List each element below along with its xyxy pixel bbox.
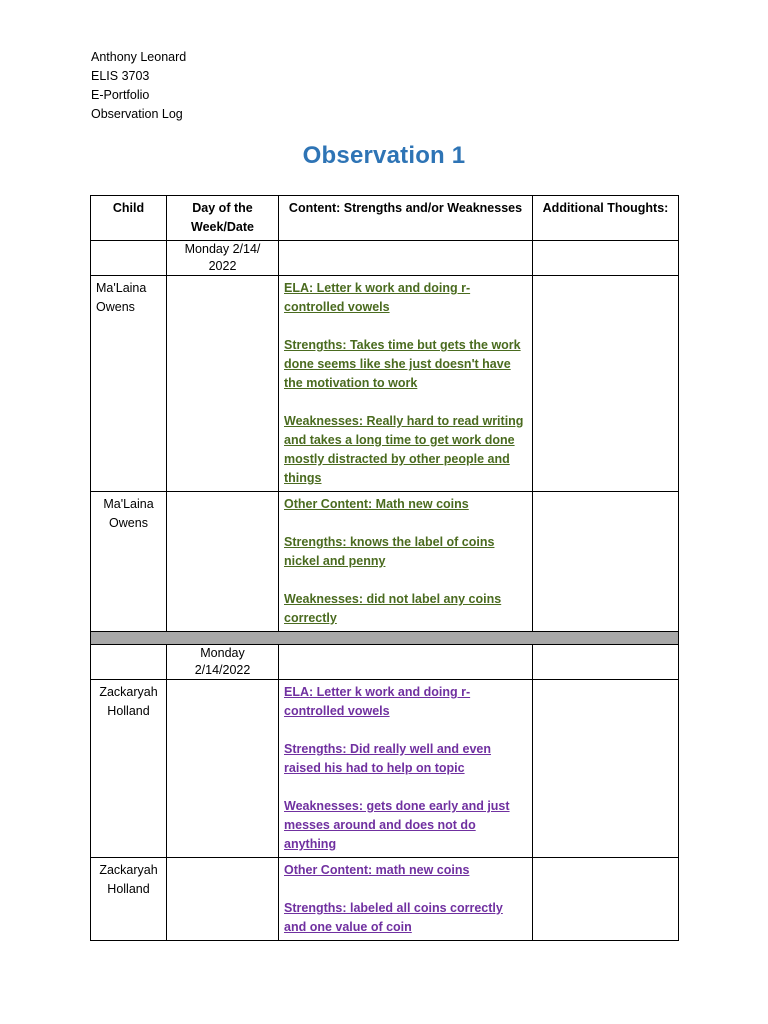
document-header bbox=[91, 48, 186, 124]
cell-empty bbox=[91, 645, 167, 680]
section-separator bbox=[91, 632, 679, 645]
content-cell bbox=[279, 680, 533, 858]
cell-empty bbox=[533, 645, 679, 680]
content-weaknesses: Weaknesses: gets done early and just messes around and does not do anything bbox=[284, 799, 510, 851]
content-strengths: Strengths: labeled all coins correctly and one value of coin bbox=[284, 901, 503, 934]
child-cell: Ma'Laina Owens bbox=[91, 276, 167, 492]
date-cell: Monday 2/14/ 2022 bbox=[167, 241, 279, 276]
content-strengths: Strengths: Did really well and even raised his had to help on topic bbox=[284, 742, 492, 775]
content-ela: ELA: Letter k work and doing r-controlled vowels bbox=[284, 281, 471, 314]
table-row bbox=[91, 858, 679, 941]
table-row bbox=[91, 680, 679, 858]
cell-empty bbox=[167, 276, 279, 492]
content-other: Other Content: Math new coins bbox=[284, 497, 469, 511]
cell-empty bbox=[91, 241, 167, 276]
cell-empty bbox=[533, 241, 679, 276]
cell-empty bbox=[279, 645, 533, 680]
header-content: Content: Strengths and/or Weaknesses bbox=[279, 196, 533, 241]
cell-empty bbox=[167, 680, 279, 858]
content-cell bbox=[279, 492, 533, 632]
date-cell: Monday 2/14/2022 bbox=[167, 645, 279, 680]
table-row bbox=[91, 241, 679, 276]
content-weaknesses: Weaknesses: did not label any coins correctly bbox=[284, 592, 502, 625]
table-row bbox=[91, 645, 679, 680]
observation-table bbox=[90, 195, 679, 941]
content-cell bbox=[279, 276, 533, 492]
cell-empty bbox=[167, 858, 279, 941]
cell-empty bbox=[533, 492, 679, 632]
portfolio-label: E-Portfolio bbox=[91, 88, 150, 102]
content-ela: ELA: Letter k work and doing r-controlled vowels bbox=[284, 685, 471, 718]
content-weaknesses: Weaknesses: Really hard to read writing and takes a long time to get work done mostly distracted by other people and things bbox=[284, 414, 524, 485]
cell-empty bbox=[533, 276, 679, 492]
header-day: Day of the Week/Date bbox=[167, 196, 279, 241]
child-cell: Ma'Laina Owens bbox=[91, 492, 167, 632]
child-cell: Zackaryah Holland bbox=[91, 680, 167, 858]
cell-empty bbox=[167, 492, 279, 632]
cell-empty bbox=[279, 241, 533, 276]
header-thoughts: Additional Thoughts: bbox=[533, 196, 679, 241]
content-strengths: Strengths: knows the label of coins nickel and penny bbox=[284, 535, 495, 568]
content-strengths: Strengths: Takes time but gets the work done seems like she just doesn't have the motivation to work bbox=[284, 338, 521, 390]
author-name: Anthony Leonard bbox=[91, 50, 187, 64]
child-cell: Zackaryah Holland bbox=[91, 858, 167, 941]
cell-empty bbox=[533, 858, 679, 941]
table-row bbox=[91, 492, 679, 632]
table-header-row bbox=[91, 196, 679, 241]
table-row bbox=[91, 276, 679, 492]
page-title: Observation 1 bbox=[302, 142, 466, 169]
cell-empty bbox=[533, 680, 679, 858]
content-cell bbox=[279, 858, 533, 941]
content-other: Other Content: math new coins bbox=[284, 863, 470, 877]
log-label: Observation Log bbox=[91, 107, 183, 121]
header-child: Child bbox=[91, 196, 167, 241]
course-code: ELIS 3703 bbox=[91, 69, 150, 83]
